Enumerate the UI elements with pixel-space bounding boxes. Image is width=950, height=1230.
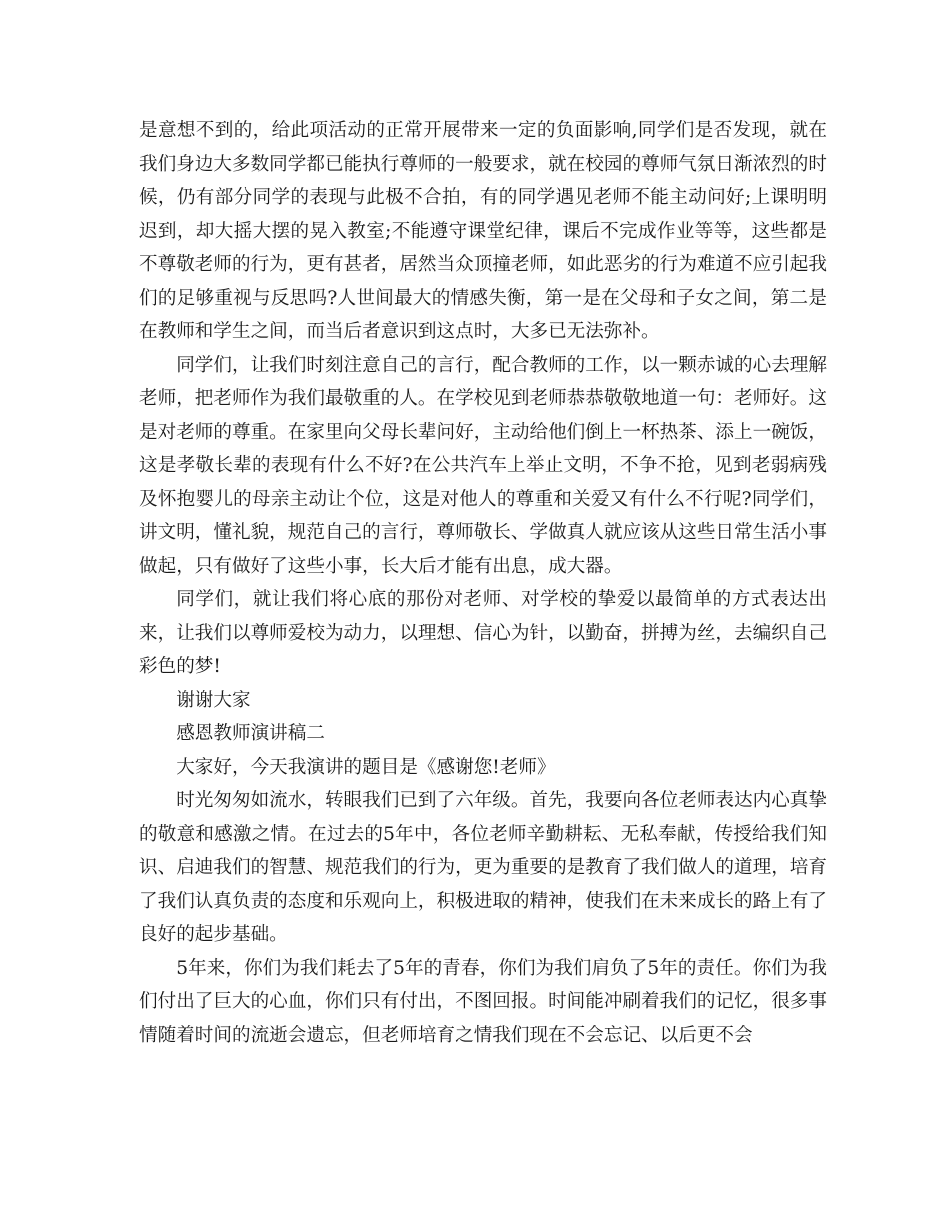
closing-thanks: 谢谢大家 [176,689,251,711]
section-title: 感恩教师演讲稿二 [176,723,325,744]
paragraph-1: 是意想不到的，给此项活动的正常开展带来一定的负面影响,同学们是否发现，就在我们身边大多数同学都已能执行尊师的一般要求，就在校园的尊师气氛日渐浓烈的时候，仍有部分同学的表现与此极不合拍，有的同学遇见老师不能主动问好;上课明明迟到，却大摇大摆的晃入教室;不能遵守课堂纪律，课后不完成作业等等，这些都是不尊敬老师的行为，更有甚者，居然当众顶撞老师，如此恶劣的行为难道不应引起我们的足够重视与反思吗?人世间最大的情感失衡，第一是在父母和子女之间，第二是在教师和学生之间，而当后者意识到这点时，大多已无法弥补。 [139,120,827,342]
paragraph-8: 5年来，你们为我们耗去了5年的青春，你们为我们肩负了5年的责任。你们为我们付出了巨大的心血，你们只有付出，不图回报。时间能冲刷着我们的记忆，很多事情随着时间的流逝会遗忘，但老师培育之情我们现在不会忘记、以后更不会 [139,957,827,1046]
paragraph-2: 同学们，让我们时刻注意自己的言行，配合教师的工作，以一颗赤诚的心去理解老师，把老师作为我们最敬重的人。在学校见到老师恭恭敬敬地道一句：老师好。这是对老师的尊重。在家里向父母长辈问好，主动给他们倒上一杯热茶、添上一碗饭，这是孝敬长辈的表现有什么不好?在公共汽车上举止文明，不争不抢，见到老弱病残及怀抱婴儿的母亲主动让个位，这是对他人的尊重和关爱又有什么不行呢?同学们，讲文明，懂礼貌，规范自己的言行，尊师敬长、学做真人就应该从这些日常生活小事做起，只有做好了这些小事，长大后才能有出息，成大器。 [139,354,827,577]
paragraph-3: 同学们，就让我们将心底的那份对老师、对学校的挚爱以最简单的方式表达出来，让我们以尊师爱校为动力，以理想、信心为针，以勤奋，拼搏为丝，去编织自己彩色的梦! [139,589,827,677]
paragraph-7: 时光匆匆如流水，转眼我们已到了六年级。首先，我要向各位老师表达内心真挚的敬意和感激之情。在过去的5年中，各位老师辛勤耕耘、无私奉献，传授给我们知识、启迪我们的智慧、规范我们的行为，更为重要的是教育了我们做人的道理，培育了我们认真负责的态度和乐观向上，积极进取的精神，使我们在未来成长的路上有了良好的起步基础。 [139,790,827,945]
speech-intro: 大家好，今天我演讲的题目是《感谢您!老师》 [176,756,556,778]
document-body [139,114,827,1052]
